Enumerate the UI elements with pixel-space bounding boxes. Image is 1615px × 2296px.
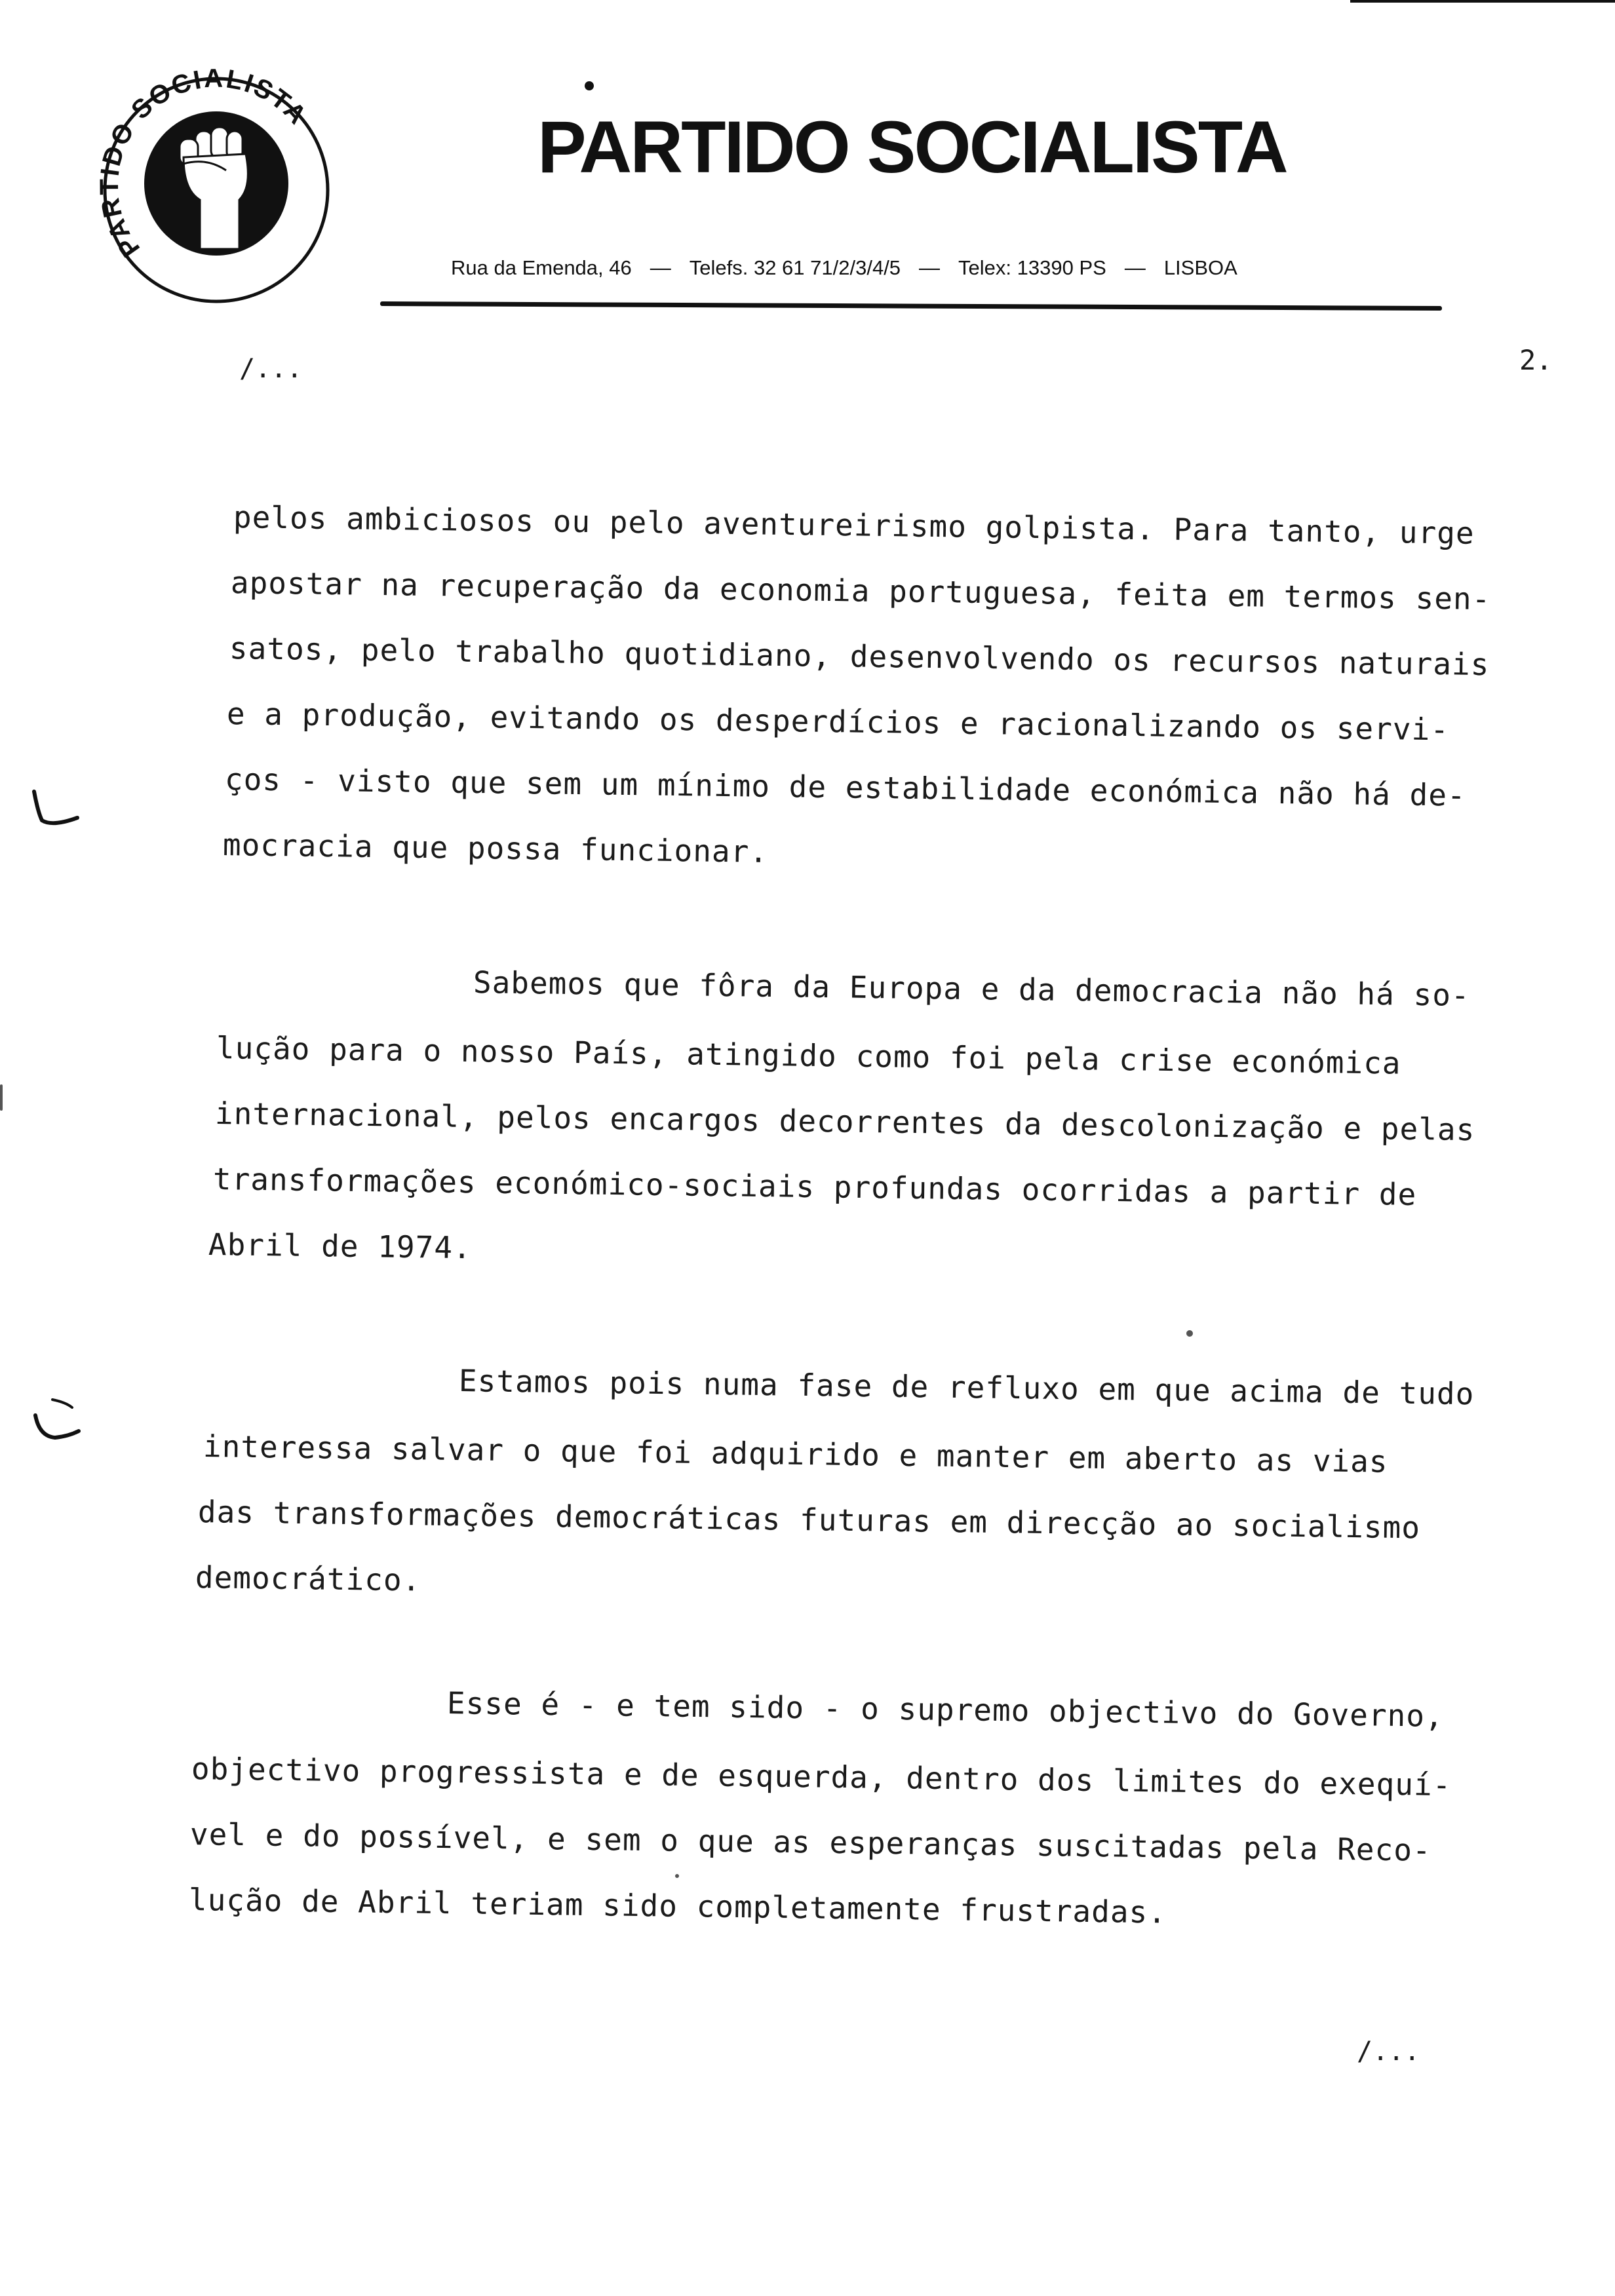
address-city: LISBOA: [1163, 256, 1237, 279]
text-line: satos, pelo trabalho quotidiano, desenvolvendo os recursos naturais: [229, 630, 1490, 683]
text-line: Esse é - e tem sido - o supremo objectivo do Governo,: [446, 1685, 1445, 1734]
logo-ring-text: PARTIDO SOCIALISTA: [94, 64, 313, 263]
text-line: transformações económico-sociais profundas ocorridas a partir de: [212, 1161, 1417, 1213]
text-line: Abril de 1974.: [208, 1227, 473, 1266]
text-line: apostar na recuperação da economia portuguesa, feita em termos sen-: [230, 565, 1491, 617]
letterhead-address: [451, 256, 1237, 280]
text-line: e a produção, evitando os desperdícios e racionalizando os servi-: [226, 696, 1450, 748]
scan-speck: [675, 1874, 679, 1878]
address-separator: —: [650, 256, 671, 279]
address-telex: Telex: 13390 PS: [958, 256, 1106, 279]
text-line: lução de Abril teriam sido completamente frustradas.: [188, 1882, 1167, 1930]
scan-speck: [1186, 1330, 1193, 1337]
address-separator: —: [1124, 256, 1146, 279]
margin-scribble: [26, 786, 85, 832]
letterhead-title: PARTIDO SOCIALISTA: [537, 106, 1287, 188]
continues-marker: /...: [1357, 2037, 1420, 2067]
text-line: objectivo progressista e de esquerda, dentro dos limites do exequí-: [191, 1751, 1452, 1803]
address-separator: —: [919, 256, 941, 279]
text-line: mocracia que possa funcionar.: [222, 827, 769, 870]
text-line: internacional, pelos encargos decorrentes da descolonização e pelas: [214, 1096, 1475, 1148]
text-line: vel e do possível, e sem o que as esperanças suscitadas pela Reco-: [189, 1816, 1432, 1868]
address-phones: Telefs. 32 61 71/2/3/4/5: [689, 256, 901, 279]
letterhead-rule: [380, 301, 1442, 311]
margin-scribble: [26, 1396, 85, 1448]
text-line: Sabemos que fôra da Europa e da democracia não há so-: [473, 965, 1471, 1013]
title-dot: [585, 81, 594, 90]
text-line: lução para o nosso País, atingido como foi pela crise económica: [216, 1030, 1401, 1081]
address-street: Rua da Emenda, 46: [451, 256, 632, 279]
text-line: pelos ambiciosos ou pelo aventureirismo golpista. Para tanto, urge: [233, 499, 1475, 551]
text-line: ços - visto que sem um mínimo de estabilidade económica não há de-: [224, 761, 1467, 813]
page-number: 2.: [1519, 344, 1553, 376]
continued-from-marker: /...: [239, 354, 303, 384]
party-logo: [85, 59, 347, 308]
edge-mark: [1350, 0, 1615, 3]
text-line: democrático.: [195, 1559, 421, 1598]
text-line: interessa salvar o que foi adquirido e manter em aberto as vias: [203, 1428, 1388, 1480]
scan-speck: [0, 1084, 3, 1111]
text-line: Estamos pois numa fase de refluxo em que acima de tudo: [458, 1363, 1475, 1412]
text-line: das transformações democráticas futuras em direcção ao socialismo: [197, 1494, 1421, 1546]
